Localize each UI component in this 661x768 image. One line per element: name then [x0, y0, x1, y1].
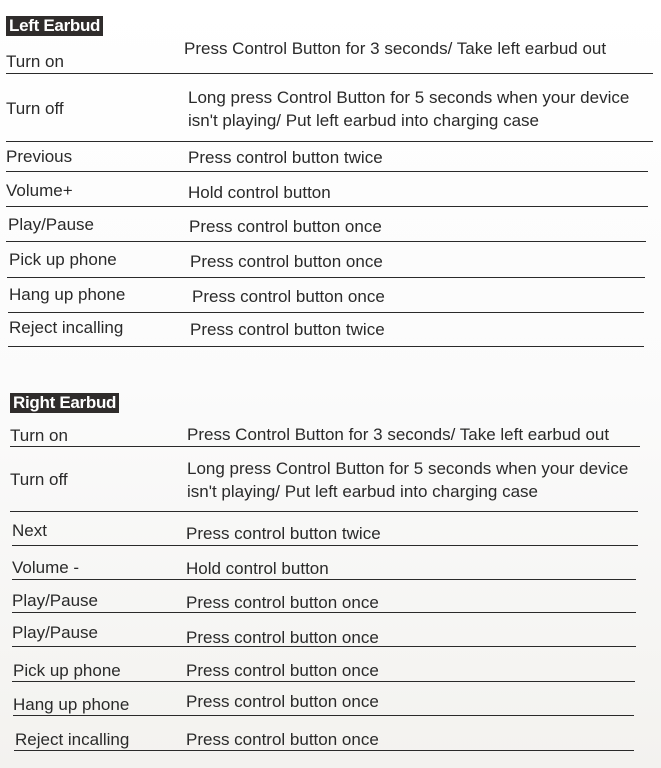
- left-row-turn-off: [6, 74, 653, 142]
- instruction-text-line1: Long press Control Button for 5 seconds when your device: [187, 459, 629, 478]
- instruction-text: Hold control button: [186, 559, 329, 578]
- instruction-text: Press control button once: [192, 287, 385, 306]
- right-row-turn-off: [10, 447, 638, 512]
- left-row-reject-incalling: [8, 313, 644, 347]
- action-label: Volume+: [6, 181, 73, 200]
- instruction-text: Press Control Button for 3 seconds/ Take left earbud out: [187, 425, 610, 444]
- action-label: Turn on: [10, 426, 68, 445]
- action-label: Hang up phone: [9, 285, 126, 304]
- left-row-volume-up: [6, 172, 648, 207]
- instruction-text: Press control button once: [186, 593, 379, 612]
- instruction-text: Press control button once: [186, 628, 379, 647]
- action-label: Next: [12, 521, 47, 540]
- action-label: Hang up phone: [13, 695, 130, 714]
- left-earbud-title: Left Earbud: [6, 16, 103, 36]
- right-earbud-title: Right Earbud: [10, 393, 119, 413]
- right-row-turn-on: [10, 420, 640, 447]
- instruction-text: Press control button once: [190, 252, 383, 271]
- right-row-play-pause-1: [12, 580, 636, 613]
- action-label: Play/Pause: [8, 215, 94, 234]
- left-row-turn-on: [6, 36, 653, 74]
- right-row-reject-incalling: [14, 716, 634, 751]
- left-row-hang-up-phone: [8, 278, 644, 313]
- instruction-text: Press control button twice: [186, 524, 381, 543]
- right-row-volume-down: [12, 546, 636, 580]
- action-label: Previous: [6, 147, 73, 166]
- instruction-text-line2: isn't playing/ Put left earbud into charging case: [188, 111, 540, 130]
- instruction-text: Hold control button: [188, 183, 331, 202]
- right-row-next: [12, 512, 638, 546]
- action-label: Turn off: [10, 470, 68, 489]
- action-label: Play/Pause: [12, 623, 98, 642]
- action-label: Turn off: [6, 99, 64, 118]
- instruction-text: Press control button twice: [188, 148, 383, 167]
- action-label: Pick up phone: [13, 661, 121, 680]
- action-label: Play/Pause: [12, 591, 98, 610]
- action-label: Reject incalling: [15, 730, 130, 749]
- left-row-play-pause: [6, 207, 646, 242]
- left-row-previous: [6, 142, 648, 172]
- instruction-text: Press control button twice: [190, 320, 385, 339]
- instruction-text: Press control button once: [189, 217, 382, 236]
- action-label: Pick up phone: [9, 250, 117, 269]
- right-row-hang-up-phone: [13, 682, 634, 716]
- left-row-pick-up-phone: [7, 242, 645, 278]
- instruction-text: Press control button once: [186, 692, 379, 711]
- instruction-text-line1: Long press Control Button for 5 seconds when your device: [188, 88, 630, 107]
- instruction-text: Press control button once: [186, 661, 379, 680]
- right-row-play-pause-2: [12, 613, 636, 647]
- right-row-pick-up-phone: [12, 647, 635, 682]
- action-label: Reject incalling: [9, 318, 124, 337]
- instruction-text: Press Control Button for 3 seconds/ Take left earbud out: [184, 39, 607, 58]
- action-label: Turn on: [6, 52, 64, 71]
- instruction-text: Press control button once: [186, 730, 379, 749]
- action-label: Volume -: [12, 558, 80, 577]
- instruction-text-line2: isn't playing/ Put left earbud into charging case: [187, 482, 539, 501]
